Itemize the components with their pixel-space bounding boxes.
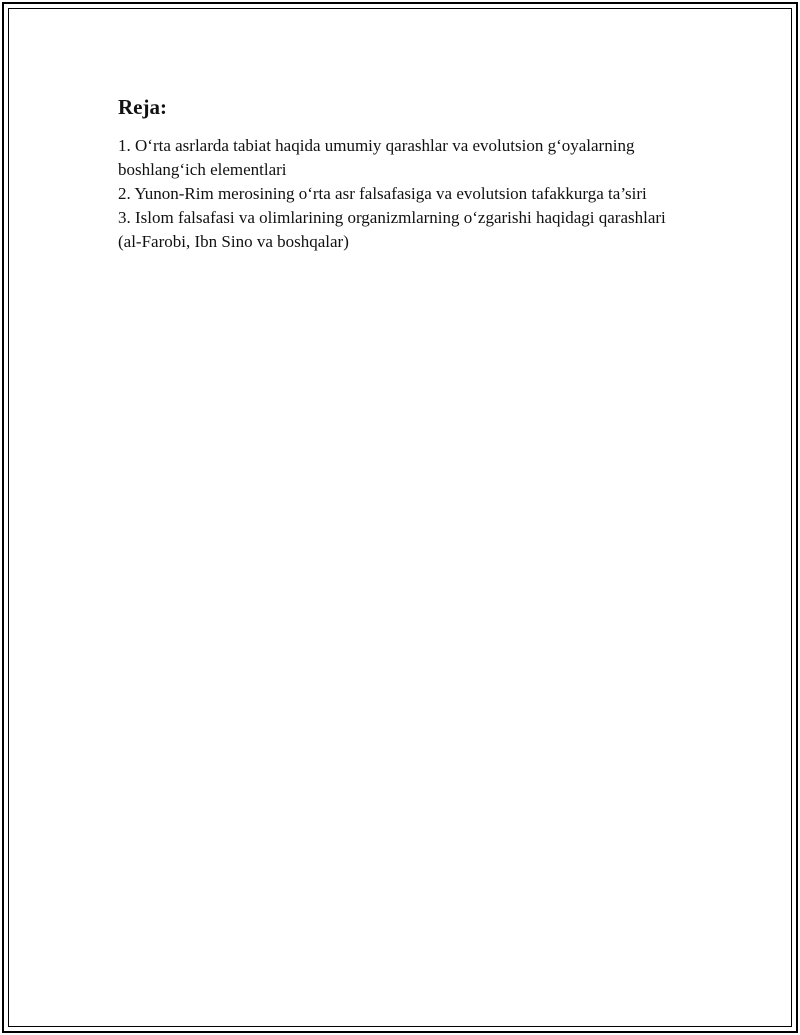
page-content bbox=[118, 94, 690, 254]
plan-item-2: 2. Yunon-Rim merosining o‘rta asr falsafasiga va evolutsion tafakkurga ta’siri bbox=[118, 184, 647, 203]
plan-item-1: 1. O‘rta asrlarda tabiat haqida umumiy qarashlar va evolutsion g‘oyalarning boshlang‘ich elementlari bbox=[118, 136, 635, 179]
plan-heading: Reja: bbox=[118, 95, 167, 119]
plan-list bbox=[118, 134, 690, 254]
plan-item-3: 3. Islom falsafasi va olimlarining organizmlarning o‘zgarishi haqidagi qarashlari (al-Farobi, Ibn Sino va boshqalar) bbox=[118, 208, 666, 251]
